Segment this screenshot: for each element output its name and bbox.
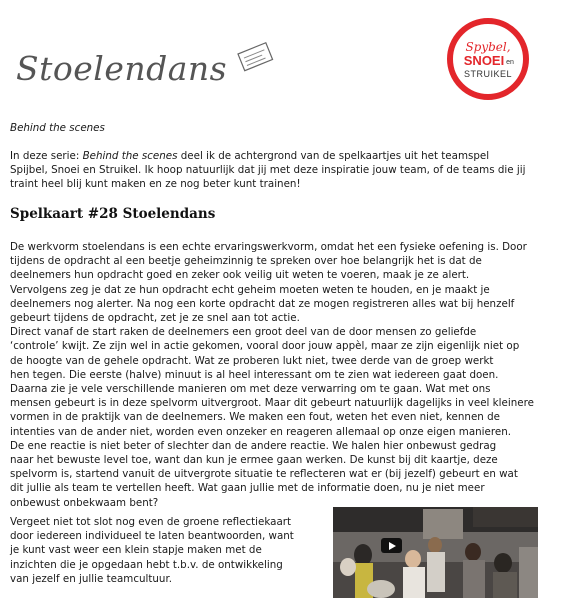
body-line: deelnemers hun opdracht goed en zeker ook veilig uit weten te voeren, maak je ze alert.: [10, 269, 470, 282]
body-line: dit jullie als team te vertellen heeft. Wat gaan jullie met de informatie doen, nu je niet meer: [10, 482, 485, 495]
intro-lead: In deze serie:: [10, 150, 83, 162]
body-line: spelvorm is, startend vanuit de uitvergrote situatie te reflecteren wat er (bij jezelf) gebeurt en wat: [10, 468, 518, 481]
intro-paragraph: [10, 149, 545, 192]
ticket-icon: [238, 43, 273, 71]
body-line: de hoogte van de gehele opdracht. Wat ze proberen lukt niet, twee derde van de groep werkt: [10, 354, 494, 367]
body-line: gebeurt tijdens de opdracht, zet je ze snel aan tot actie.: [10, 312, 300, 325]
body-line: naar het bewuste level toe, want dan kun je ermee gaan werken. De kunst bij dit kaartje, deze: [10, 454, 498, 467]
closing-paragraph: [10, 515, 328, 586]
play-icon[interactable]: [381, 538, 402, 553]
logo-line2: SNOEI: [463, 53, 505, 68]
closing-line: je kunt vast weer een klein stapje maken met de: [10, 544, 262, 557]
body-line: De ene reactie is niet beter of slechter dan de andere reactie. We halen hier onbewust gedrag: [10, 439, 497, 452]
logo-line3: STRUIKEL: [463, 69, 513, 79]
section-heading: Spelkaart #28 Stoelendans: [10, 206, 216, 222]
logo-line2-small: en: [506, 59, 514, 66]
intro-em: Behind the scenes: [82, 150, 178, 162]
body-line: Direct vanaf de start raken de deelnemers een groot deel van de door mensen zo geliefde: [10, 326, 477, 339]
video-thumbnail[interactable]: [333, 507, 538, 598]
body-line: Vervolgens zeg je dat ze hun opdracht echt geheim moeten weten te houden, en je maakt je: [10, 283, 490, 296]
page-title-script: [10, 38, 280, 98]
closing-line: Vergeet niet tot slot nog even de groene reflectiekaart: [10, 516, 292, 528]
page-title: Stoelendans: [16, 49, 228, 88]
logo-line1: Spybel,: [465, 40, 511, 54]
intro-l1-rest: deel ik de achtergrond van de spelkaartjes uit het teamspel: [177, 150, 490, 162]
body-line: deelnemers nog alerter. Na nog een korte opdracht dat ze mogen registreren alles wat bij henzelf: [10, 297, 515, 310]
body-paragraph: [10, 240, 545, 510]
closing-line: door iedereen individueel te laten beantwoorden, want: [10, 530, 294, 543]
series-label: Behind the scenes: [10, 122, 105, 134]
body-line: ‘controle’ kwijt. Ze zijn wel in actie gekomen, vooral door jouw appèl, maar ze zijn eigenlijk niet op: [10, 340, 520, 353]
closing-line: inzichten die je opgedaan hebt t.b.v. de ontwikkeling: [10, 558, 283, 571]
body-line: De werkvorm stoelendans is een echte ervaringswerkvorm, omdat het een fysieke oefening is. Door: [10, 241, 527, 253]
intro-l2: Spijbel, Snoei en Struikel. Ik hoop natuurlijk dat jij met deze inspiratie jouw team, of de teams die jij: [10, 164, 526, 177]
brand-logo: [447, 18, 529, 100]
body-line: Daarna zie je vele verschillende manieren om met deze verwarring om te gaan. Wat met ons: [10, 383, 491, 396]
body-line: intenties van de ander niet, worden even onzeker en reageren allemaal op onze eigen manieren.: [10, 425, 511, 438]
body-line: mensen gebeurt is in deze spelvorm uitvergroot. Maar dit gebeurt natuurlijk dagelijks in veel kleinere: [10, 397, 534, 410]
body-line: onbewust onbekwaam bent?: [10, 496, 159, 509]
closing-line: van jezelf en jullie teamcultuur.: [10, 572, 173, 585]
video-scene: [333, 507, 538, 598]
intro-l3: traint heel blij kunt maken en ze nog beter kunt trainen!: [10, 178, 301, 191]
body-line: vormen in de praktijk van de deelnemers. We maken een fout, weten het even niet, kennen de: [10, 411, 500, 424]
body-line: hen tegen. Die eerste (halve) minuut is al heel interessant om te zien wat iedereen gaat doen.: [10, 368, 499, 381]
body-line: tijdens de opdracht al een beetje geheimzinnig te spreken over hoe belangrijk het is dat de: [10, 255, 482, 268]
